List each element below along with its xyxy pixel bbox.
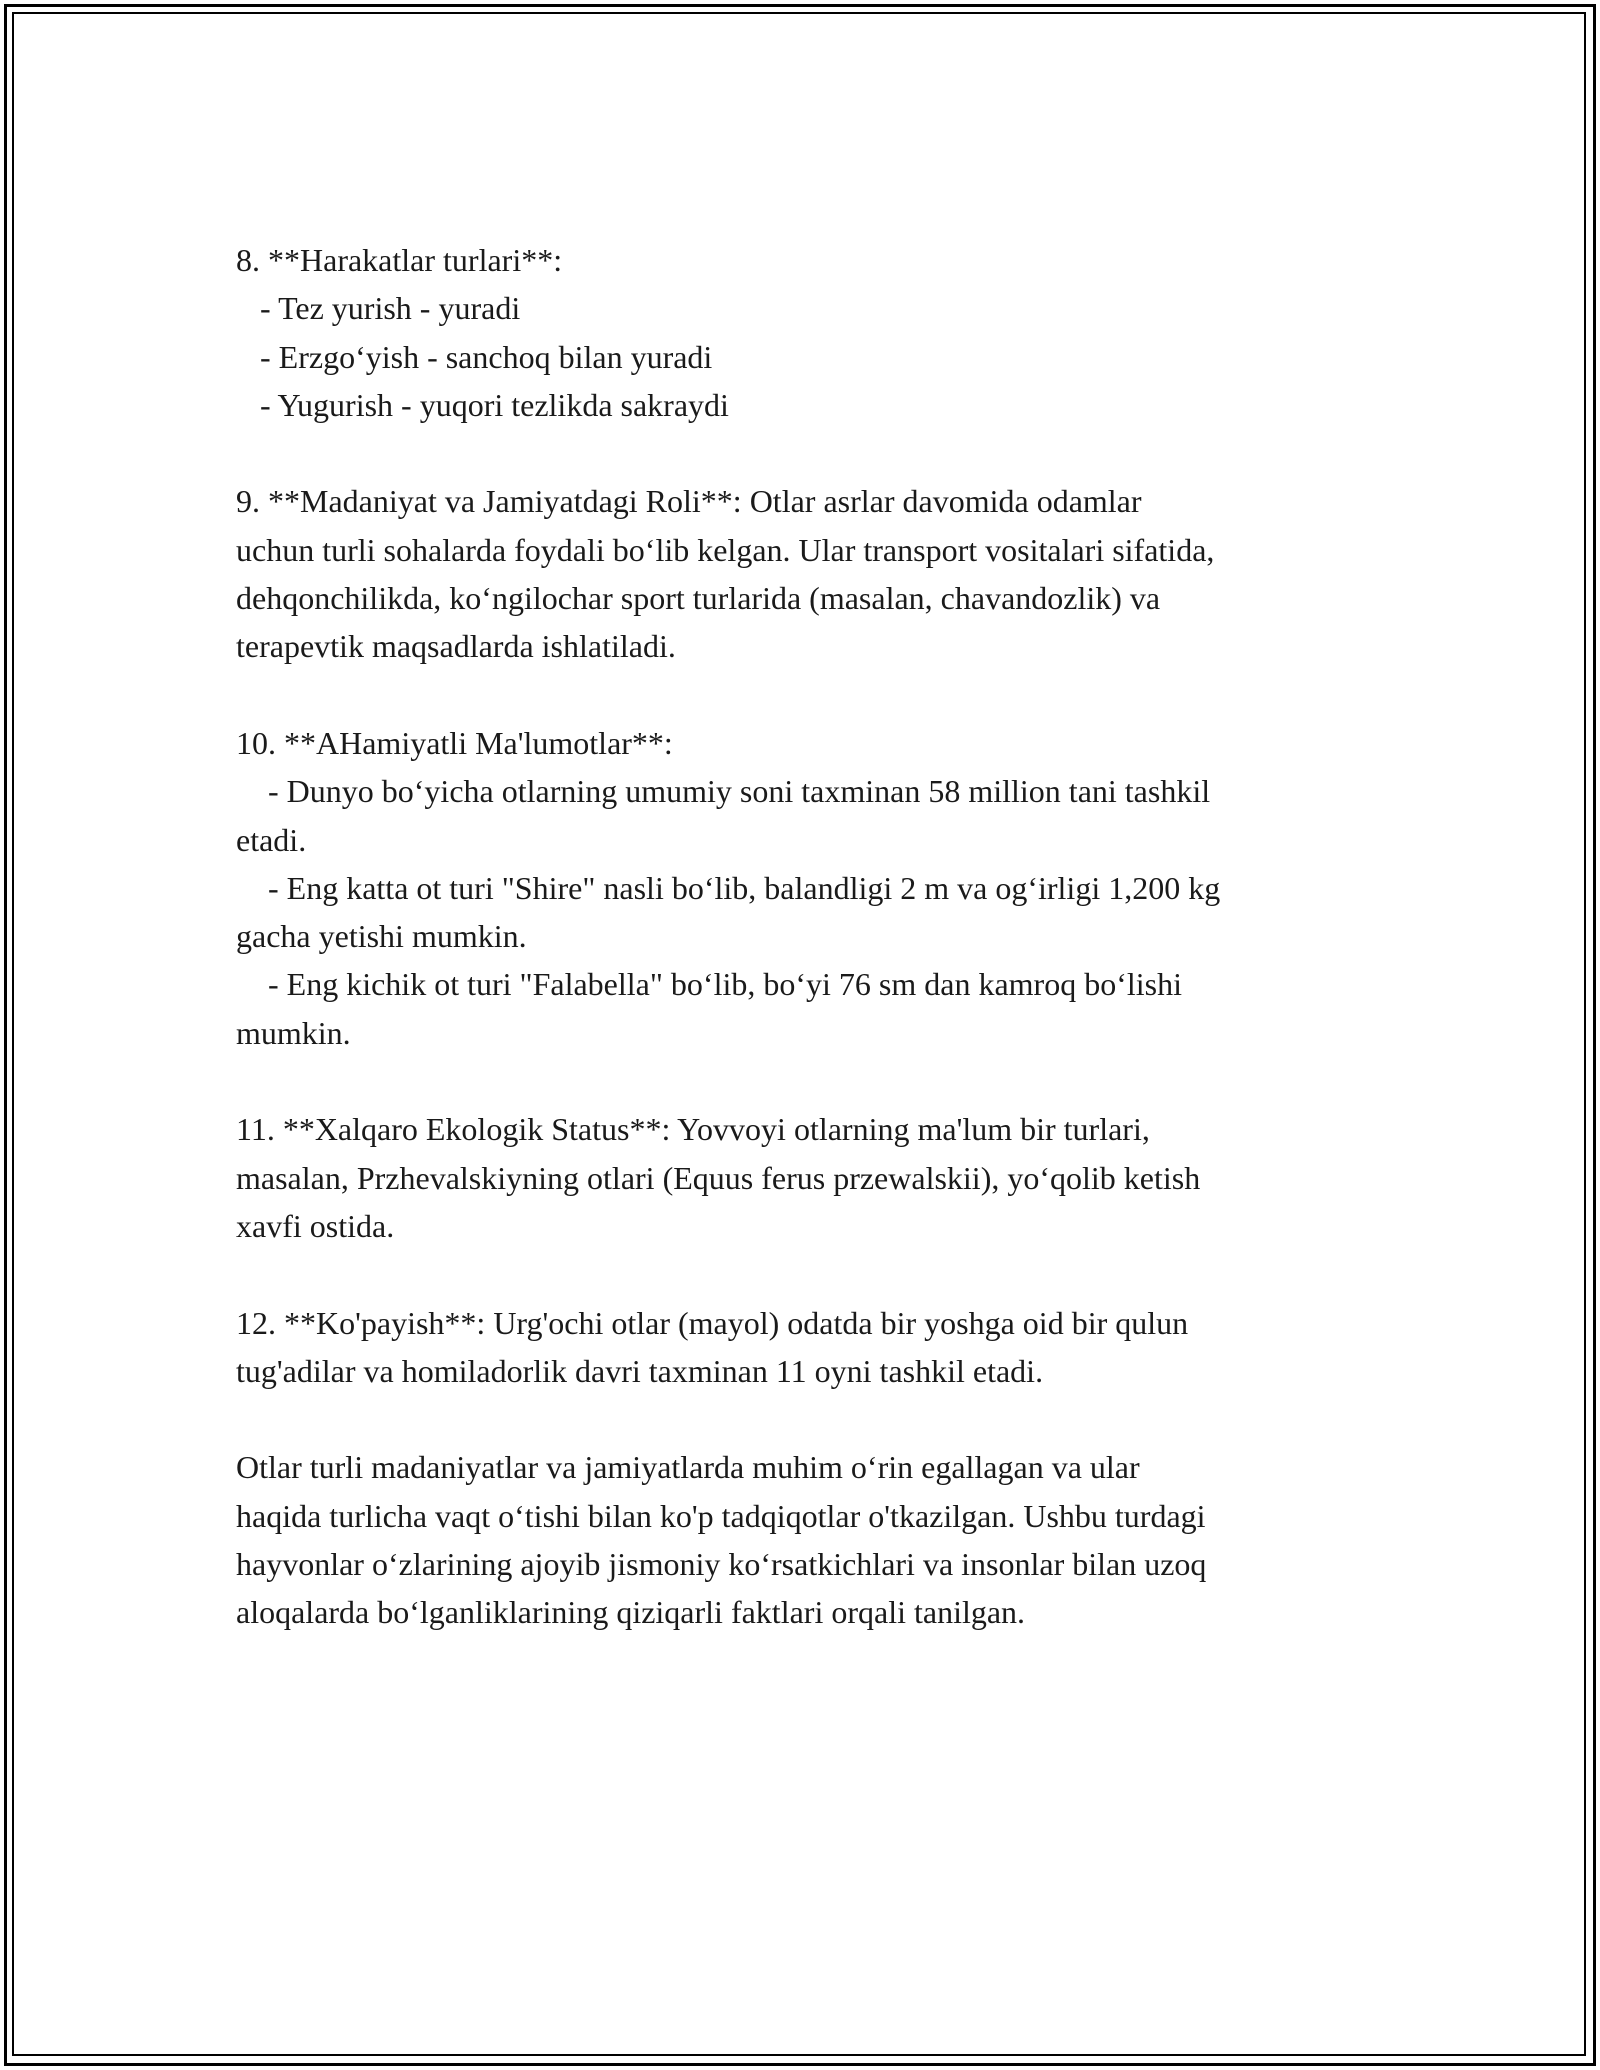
blank-line xyxy=(236,1057,1386,1105)
section-11-text: masalan, Przhevalskiyning otlari (Equus ferus przewalskii), yoʻqolib ketish xyxy=(236,1159,1201,1196)
section-9-text: 9. **Madaniyat va Jamiyatdagi Roli**: Otlar asrlar davomida odamlar xyxy=(236,483,1142,520)
section-12-text: tug'adilar va homiladorlik davri taxminan 11 oyni tashkil etadi. xyxy=(236,1352,1044,1389)
section-9-text: terapevtik maqsadlarda ishlatiladi. xyxy=(236,628,676,665)
conclusion-paragraph: aloqalarda boʻlganliklarining qiziqarli faktlari orqali tanilgan. xyxy=(236,1594,1026,1631)
section-9-text: uchun turli sohalarda foydali boʻlib kelgan. Ular transport vositalari sifatida, xyxy=(236,531,1215,568)
list-item-continued: mumkin. xyxy=(236,1014,351,1051)
section-11-text: xavfi ostida. xyxy=(236,1207,395,1244)
section-9-text: dehqonchilikda, koʻngilochar sport turlarida (masalan, chavandozlik) va xyxy=(236,580,1161,617)
list-item: - Yugurish - yuqori tezlikda sakraydi xyxy=(236,386,729,423)
conclusion-paragraph: hayvonlar oʻzlarining ajoyib jismoniy koʻrsatkichlari va insonlar bilan uzoq xyxy=(236,1546,1207,1583)
list-item: - Erzgoʻyish - sanchoq bilan yuradi xyxy=(236,338,713,375)
document-body xyxy=(236,236,1386,1637)
section-8-heading: 8. **Harakatlar turlari**: xyxy=(236,242,563,278)
list-item: - Dunyo boʻyicha otlarning umumiy soni taxminan 58 million tani tashkil xyxy=(236,773,1211,810)
section-12-text: 12. **Ko'payish**: Urg'ochi otlar (mayol) odatda bir yoshga oid bir qulun xyxy=(236,1304,1189,1341)
blank-line xyxy=(236,429,1386,477)
list-item-continued: etadi. xyxy=(236,821,307,858)
list-item-continued: gacha yetishi mumkin. xyxy=(236,918,527,955)
blank-line xyxy=(236,671,1386,719)
section-11-text: 11. **Xalqaro Ekologik Status**: Yovvoyi otlarning ma'lum bir turlari, xyxy=(236,1111,1150,1148)
list-item: - Eng kichik ot turi "Falabella" boʻlib, boʻyi 76 sm dan kamroq boʻlishi xyxy=(236,966,1182,1003)
list-item: - Eng katta ot turi "Shire" nasli boʻlib, balandligi 2 m va ogʻirligi 1,200 kg xyxy=(236,869,1221,906)
blank-line xyxy=(236,1250,1386,1298)
blank-line xyxy=(236,1395,1386,1443)
conclusion-paragraph: Otlar turli madaniyatlar va jamiyatlarda muhim oʻrin egallagan va ular xyxy=(236,1449,1140,1486)
section-10-heading: 10. **AHamiyatli Ma'lumotlar**: xyxy=(236,724,673,761)
conclusion-paragraph: haqida turlicha vaqt oʻtishi bilan ko'p tadqiqotlar o'tkazilgan. Ushbu turdagi xyxy=(236,1497,1206,1534)
list-item: - Tez yurish - yuradi xyxy=(236,290,521,327)
